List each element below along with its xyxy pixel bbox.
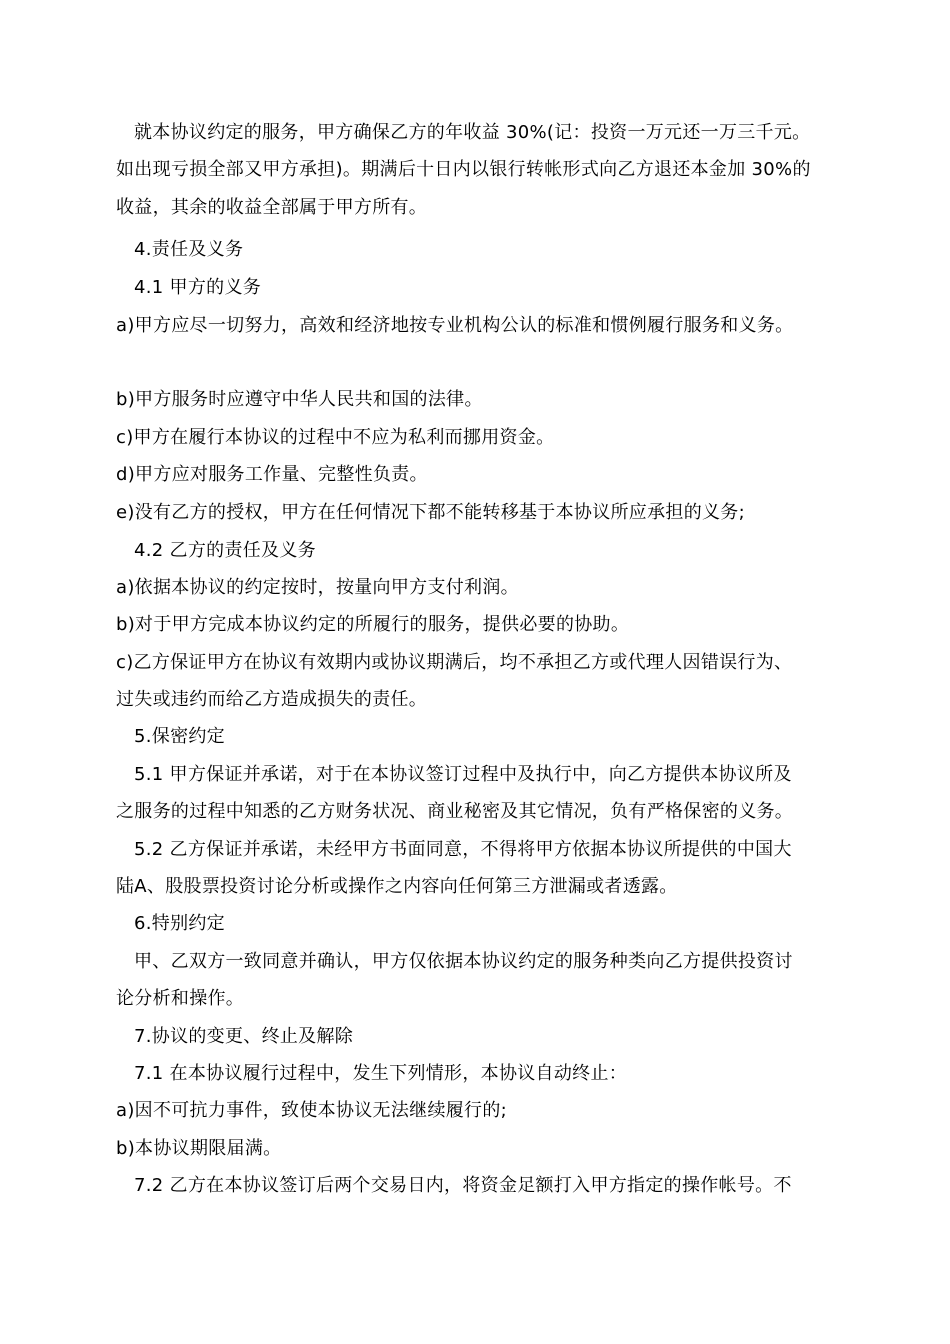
list-item: a)依据本协议的约定按时，按量向甲方支付利润。: [116, 577, 519, 598]
paragraph-line: 5.1 甲方保证并承诺，对于在本协议签订过程中及执行中，向乙方提供本协议所及: [134, 764, 792, 785]
paragraph-line: 就本协议约定的服务，甲方确保乙方的年收益 30%(记：投资一万元还一万三千元。: [134, 122, 811, 143]
section-heading: 5.保密约定: [134, 726, 225, 747]
list-item: c)乙方保证甲方在协议有效期内或协议期满后，均不承担乙方或代理人因错误行为、: [116, 652, 793, 673]
list-item: 过失或违约而给乙方造成损失的责任。: [116, 689, 428, 710]
list-item: c)甲方在履行本协议的过程中不应为私利而挪用资金。: [116, 427, 555, 448]
list-item: b)甲方服务时应遵守中华人民共和国的法律。: [116, 389, 483, 410]
subsection-heading: 4.1 甲方的义务: [134, 277, 262, 298]
paragraph-line: 之服务的过程中知悉的乙方财务状况、商业秘密及其它情况，负有严格保密的义务。: [116, 801, 794, 822]
paragraph-line: 5.2 乙方保证并承诺，未经甲方书面同意，不得将甲方依据本协议所提供的中国大: [134, 839, 792, 860]
subsection-heading: 4.2 乙方的责任及义务: [134, 540, 316, 561]
list-item: d)甲方应对服务工作量、完整性负责。: [116, 464, 428, 485]
list-item: a)因不可抗力事件，致使本协议无法继续履行的;: [116, 1100, 508, 1121]
list-item: b)本协议期限届满。: [116, 1138, 282, 1159]
list-item: a)甲方应尽一切努力，高效和经济地按专业机构公认的标准和惯例履行服务和义务。: [116, 315, 794, 336]
section-heading: 6.特别约定: [134, 913, 225, 934]
paragraph-line: 如出现亏损全部又甲方承担)。期满后十日内以银行转帐形式向乙方退还本金加 30%的: [116, 159, 811, 180]
paragraph-line: 收益，其余的收益全部属于甲方所有。: [116, 197, 428, 218]
paragraph-line: 陆A、股股票投资讨论分析或操作之内容向任何第三方泄漏或者透露。: [116, 876, 678, 897]
section-heading: 4.责任及义务: [134, 239, 244, 260]
list-item: e)没有乙方的授权，甲方在任何情况下都不能转移基于本协议所应承担的义务;: [116, 502, 745, 523]
paragraph-line: 7.1 在本协议履行过程中，发生下列情形，本协议自动终止：: [134, 1063, 628, 1084]
list-item: b)对于甲方完成本协议约定的所履行的服务，提供必要的协助。: [116, 614, 630, 635]
paragraph-line: 甲、乙双方一致同意并确认，甲方仅依据本协议约定的服务种类向乙方提供投资讨: [134, 951, 793, 972]
section-heading: 7.协议的变更、终止及解除: [134, 1026, 354, 1047]
paragraph-line: 7.2 乙方在本协议签订后两个交易日内，将资金足额打入甲方指定的操作帐号。不: [134, 1175, 792, 1196]
paragraph-line: 论分析和操作。: [116, 988, 245, 1009]
